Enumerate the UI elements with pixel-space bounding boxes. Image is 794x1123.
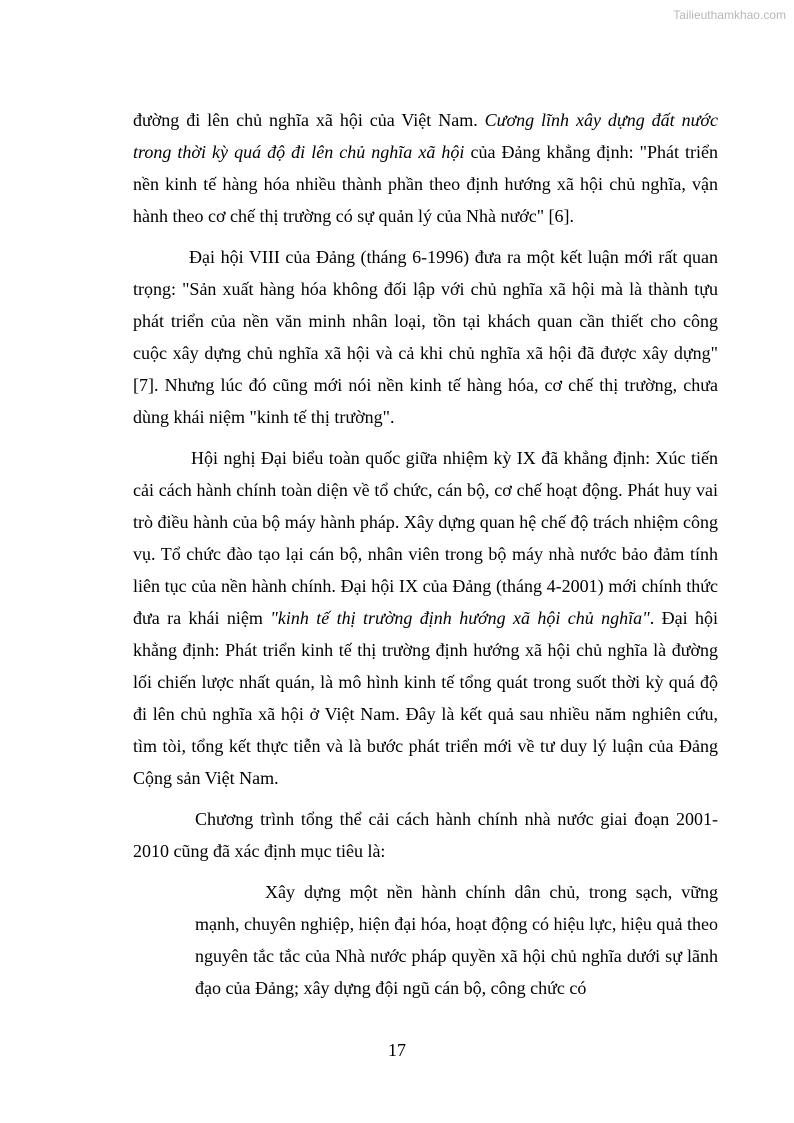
paragraph-3-italic: "kinh tế thị trường định hướng xã hội chủ nghĩa"	[270, 608, 650, 628]
paragraph-1	[133, 104, 718, 232]
paragraph-4: Chương trình tổng thể cải cách hành chính nhà nước giai đoạn 2001-2010 cũng đã xác định mục tiêu là:	[133, 809, 718, 861]
paragraph-3-text-c: . Đại hội khẳng định: Phát triển kinh tế thị trường định hướng xã hội chủ nghĩa là đường lối chiến lược nhất quán, là mô hình kinh tế tổng quát trong suốt thời kỳ quá độ đi lên chủ nghĩa xã hội ở Việt Nam. Đây là kết quả sau nhiều năm nghiên cứu, tìm tòi, tổng kết thực tiễn và là bước phát triển mới về tư duy lý luận của Đảng Cộng sản Việt Nam.	[133, 608, 719, 788]
paragraph-3-text-a: Hội nghị Đại biểu toàn quốc giữa nhiệm kỳ IX đã khẳng định: Xúc tiến cải cách hành chính toàn diện về tổ chức, cán bộ, cơ chế hoạt động. Phát huy vai trò điều hành của bộ máy hành pháp. Xây dựng quan hệ chế độ trách nhiệm công vụ. Tổ chức đào tạo lại cán bộ, nhân viên trong bộ máy nhà nước bảo đảm tính liên tục của nền hành chính. Đại hội IX của Đảng (tháng 4-2001) mới chính thức đưa ra khái niệm	[133, 448, 718, 628]
paragraph-1-text-a: đường đi lên chủ nghĩa xã hội của Việt Nam.	[133, 110, 485, 130]
block-quote: Xây dựng một nền hành chính dân chủ, trong sạch, vững mạnh, chuyên nghiệp, hiện đại hóa, hoạt động có hiệu lực, hiệu quả theo nguyên tắc tắc của Nhà nước pháp quyền xã hội chủ nghĩa dưới sự lãnh đạo của Đảng; xây dựng đội ngũ cán bộ, công chức có	[195, 882, 718, 998]
document-body	[133, 104, 718, 1004]
page-number: 17	[388, 1040, 406, 1060]
paragraph-3	[133, 442, 718, 794]
watermark-text: Tailieuthamkhao.com	[673, 8, 786, 22]
paragraph-1-text-c: của Đảng khẳng định: "Phát triển nền kinh tế hàng hóa nhiều thành phần theo định hướng xã hội chủ nghĩa, vận hành theo cơ chế thị trường có sự quản lý của Nhà nước" [6].	[133, 142, 718, 226]
paragraph-2: Đại hội VIII của Đảng (tháng 6-1996) đưa ra một kết luận mới rất quan trọng: "Sản xuất hàng hóa không đối lập với chủ nghĩa xã hội mà là thành tựu phát triển của nền văn minh nhân loại, tồn tại khách quan cần thiết cho công cuộc xây dựng chủ nghĩa xã hội và cả khi chủ nghĩa xã hội đã được xây dựng" [7]. Nhưng lúc đó cũng mới nói nền kinh tế hàng hóa, cơ chế thị trường, chưa dùng khái niệm "kinh tế thị trường".	[133, 247, 718, 427]
paragraph-1-italic: Cương lĩnh xây dựng đất nước trong thời kỳ quá độ đi lên chủ nghĩa xã hội	[133, 110, 718, 162]
